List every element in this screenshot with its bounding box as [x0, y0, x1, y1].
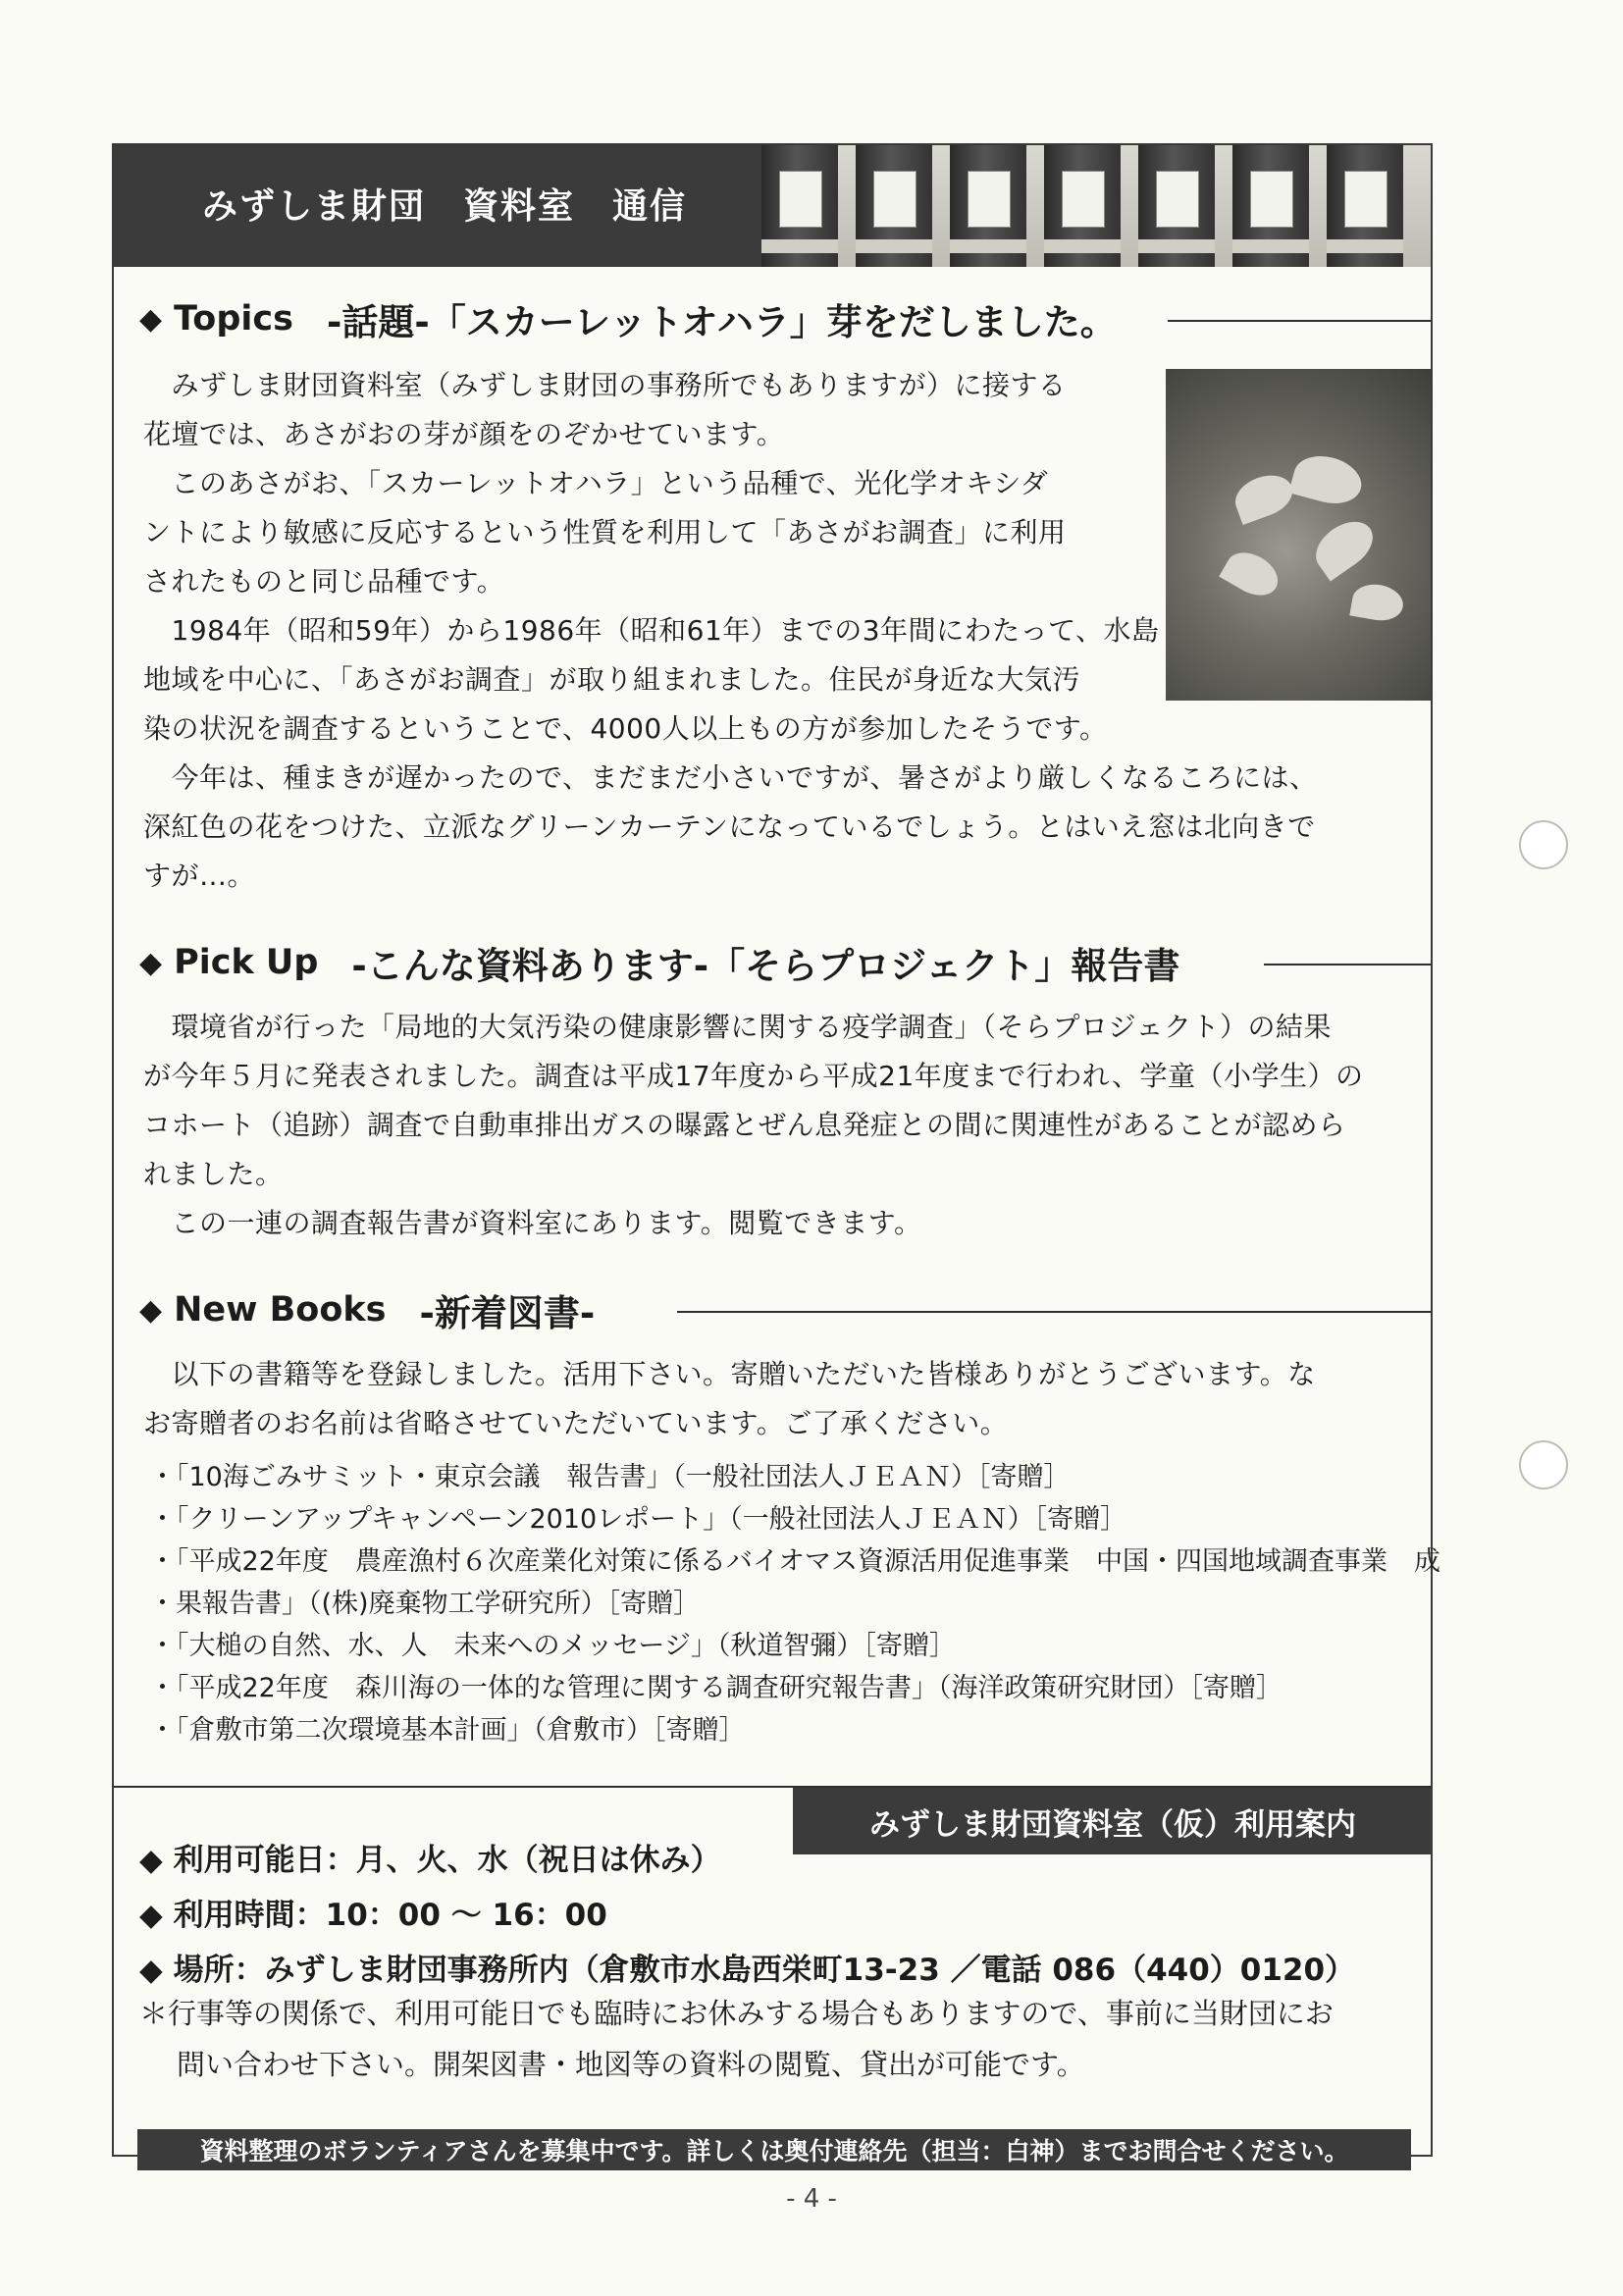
text-line: されたものと同じ品種です。 [143, 565, 505, 598]
text-line: この一連の調査報告書が資料室にあります。閲覧できます。 [143, 1207, 922, 1239]
text-line: 以下の書籍等を登録しました。活用下さい。寄贈いただいた皆様ありがとうございます。な [143, 1358, 1316, 1390]
binder-image [950, 145, 1026, 267]
newbooks-heading [139, 1285, 595, 1334]
list-item: ・「クリーンアップキャンペーン2010レポート」（一般社団法人ＪＥＡＮ）［寄贈］ [149, 1504, 1127, 1535]
diamond-icon: ◆ [139, 945, 163, 980]
text-line: が今年５月に発表されました。調査は平成17年度から平成21年度まで行われ、学童（小学生）の [143, 1060, 1364, 1092]
pickup-label-jp: -こんな資料あります-「そらプロジェクト」報告書 [351, 945, 1180, 987]
binder-image [761, 145, 838, 267]
diamond-icon: ◆ [139, 301, 163, 337]
binders-photo [761, 145, 1431, 267]
header-bar [114, 145, 1431, 267]
info-label: みずしま財団資料室（仮）利用案内 [793, 1788, 1433, 1854]
newbooks-rule [677, 1311, 1431, 1313]
text-line: 地域を中心に、「あさがお調査」が取り組まれました。住民が身近な大気汚 [143, 663, 1081, 696]
text-line: このあさがお、「スカーレットオハラ」という品種で、光化学オキシダ [143, 467, 1049, 499]
topics-body [143, 361, 1317, 901]
binder-image [1138, 145, 1215, 267]
punch-hole-icon [1519, 1440, 1568, 1489]
newbooks-intro [143, 1350, 1316, 1448]
pickup-label-en: Pick Up [174, 943, 319, 982]
info-days: ◆ 利用可能日：月、火、水（祝日は休み） [139, 1843, 721, 1878]
newsletter-title: みずしま財団 資料室 通信 [202, 186, 688, 227]
book-list [149, 1456, 1441, 1751]
text-line: 花壇では、あさがおの芽が顔をのぞかせています。 [143, 418, 785, 450]
list-item: ・「平成22年度 森川海の一体的な管理に関する調査研究報告書」（海洋政策研究財団）［寄贈］ [149, 1673, 1283, 1703]
text-line: お寄贈者のお名前は省略させていただいています。ご了承ください。 [143, 1407, 1009, 1439]
pickup-body [143, 1003, 1363, 1248]
topics-rule [1168, 320, 1431, 322]
text-line: 深紅色の花をつけた、立派なグリーンカーテンになっているでしょう。とはいえ窓は北向きで [143, 810, 1316, 843]
pickup-rule [1264, 964, 1431, 965]
punch-hole-icon [1519, 820, 1568, 869]
binder-image [1044, 145, 1121, 267]
text-line: 1984年（昭和59年）から1986年（昭和61年）までの3年間にわたって、水島 [143, 614, 1160, 647]
text-line: 染の状況を調査するということで、4000人以上もの方が参加したそうです。 [143, 712, 1108, 745]
info-note [139, 1988, 1334, 2090]
text-line: コホート（追跡）調査で自動車排出ガスの曝露とぜん息発症との間に関連性があることが認めら [143, 1109, 1346, 1141]
pickup-heading [139, 938, 1179, 987]
volunteer-banner: 資料整理のボランティアさんを募集中です。詳しくは奥付連絡先（担当：白神）までお問合せください。 [137, 2129, 1411, 2170]
diamond-icon: ◆ [139, 1292, 163, 1328]
list-item: ・「倉敷市第二次環境基本計画」（倉敷市）［寄贈］ [149, 1715, 746, 1746]
text-line: ントにより敏感に反応するという性質を利用して「あさがお調査」に利用 [143, 516, 1067, 548]
info-hours: ◆ 利用時間：10：00 ～ 16：00 [139, 1898, 607, 1933]
newbooks-label-en: New Books [174, 1290, 387, 1330]
list-item: ・「10海ごみサミット・東京会議 報告書」（一般社団法人ＪＥＡＮ）［寄贈］ [149, 1462, 1071, 1492]
info-place: ◆ 場所：みずしま財団事務所内（倉敷市水島西栄町13-23 ／電話 086（440）0120） [139, 1953, 1356, 1988]
topics-label-en: Topics [174, 299, 293, 339]
text-line: 環境省が行った「局地的大気汚染の健康影響に関する疫学調査」（そらプロジェクト）の結果 [143, 1011, 1332, 1043]
text-line: すが…。 [143, 860, 256, 892]
binder-image [1327, 145, 1403, 267]
text-line: れました。 [143, 1158, 284, 1190]
newbooks-label-jp: -新着図書- [419, 1292, 596, 1334]
page-number: - 4 - [786, 2184, 837, 2214]
binder-image [1232, 145, 1309, 267]
topics-label-jp: -話題-「スカーレットオハラ」芽をだしました。 [326, 301, 1117, 343]
text-line: 問い合わせ下さい。開架図書・地図等の資料の閲覧、貸出が可能です。 [177, 2048, 1085, 2081]
text-line: 今年は、種まきが遅かったので、まだまだ小さいですが、暑さがより厳しくなるころには、 [143, 761, 1318, 794]
list-item: ・果報告書」（(株)廃棄物工学研究所）［寄贈］ [149, 1589, 701, 1619]
topics-heading [139, 294, 1117, 343]
list-item: ・「大槌の自然、水、人 未来へのメッセージ」（秋道智彌）［寄贈］ [149, 1631, 956, 1661]
text-line: ＊行事等の関係で、利用可能日でも臨時にお休みする場合もありますので、事前に当財団にお [139, 1997, 1334, 2030]
binder-image [856, 145, 932, 267]
list-item: ・「平成22年度 農産漁村６次産業化対策に係るバイオマス資源活用促進事業 中国・四国地域調査事業 成 [149, 1546, 1441, 1577]
text-line: みずしま財団資料室（みずしま財団の事務所でもありますが）に接する [143, 369, 1067, 401]
